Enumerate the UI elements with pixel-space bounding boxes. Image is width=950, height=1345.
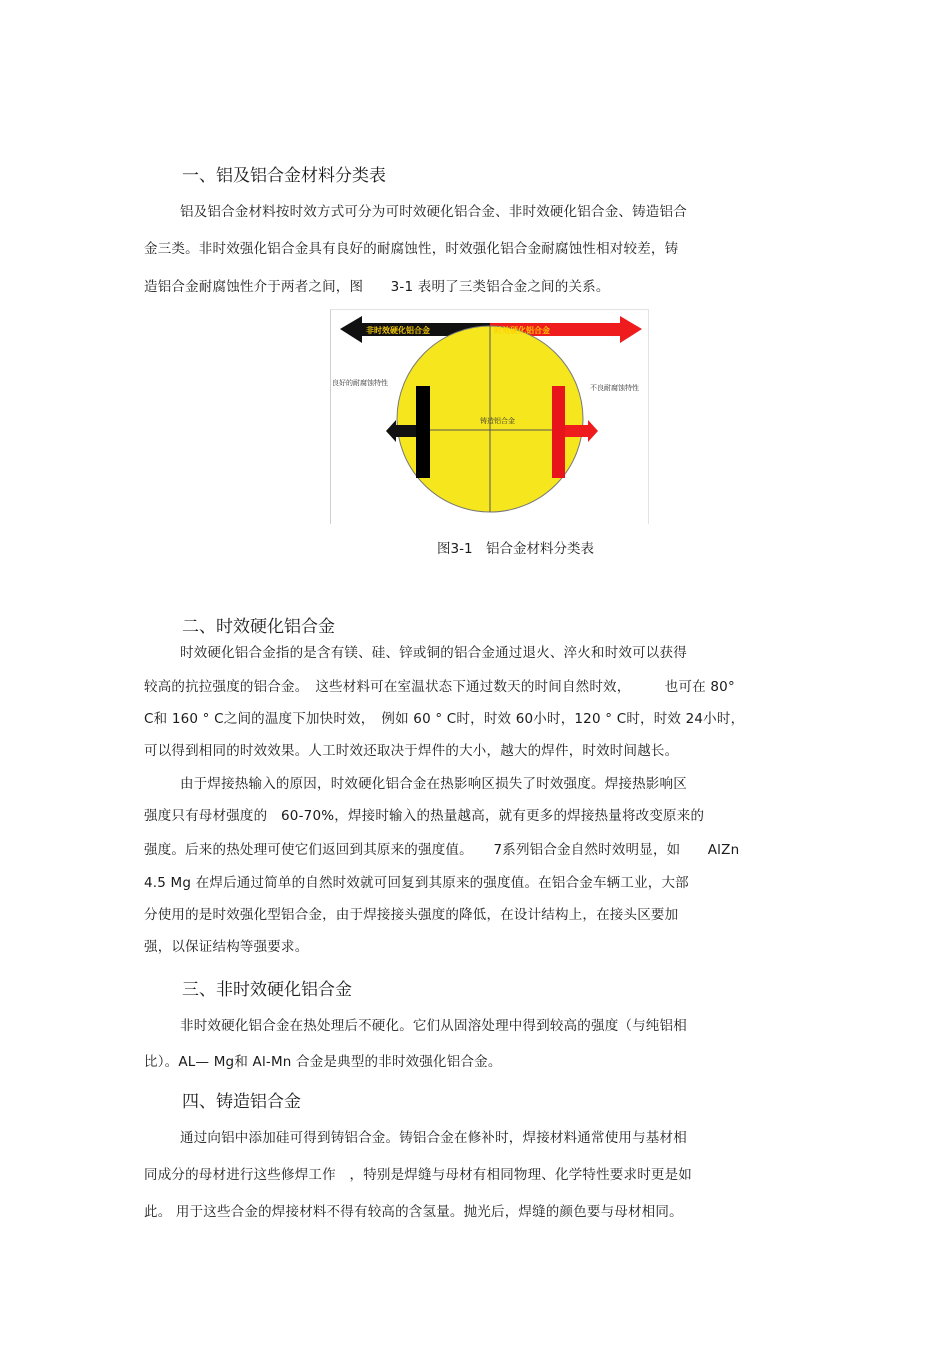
paragraph-line: 强度只有母材强度的 60-70%，焊接时输入的热量越高，就有更多的焊接热量将改变原来的 xyxy=(144,808,705,824)
right-arrow-label: 时效硬化铝合金 xyxy=(494,326,550,335)
paragraph-line: 较高的抗拉强度的铝合金。 这些材料可在室温状态下通过数天的时间自然时效， 也可在 80° xyxy=(144,679,735,695)
paragraph-line: 可以得到相同的时效效果。人工时效还取决于焊件的大小，越大的焊件，时效时间越长。 xyxy=(144,743,679,759)
figure-caption: 图3-1 铝合金材料分类表 xyxy=(437,541,595,557)
left-black-bar xyxy=(416,386,430,478)
left-note: 良好的耐腐蚀特性 xyxy=(332,379,388,387)
paragraph-line: 铝及铝合金材料按时效方式可分为可时效硬化铝合金、非时效硬化铝合金、铸造铝合 xyxy=(180,204,687,220)
center-label: 铸造铝合金 xyxy=(480,417,515,425)
paragraph-line: 4.5 Mg 在焊后通过简单的自然时效就可回复到其原来的强度值。在铝合金车辆工业，大部 xyxy=(144,875,689,891)
section-4-title: 四、铸造铝合金 xyxy=(182,1092,301,1112)
section-2-title: 二、时效硬化铝合金 xyxy=(182,617,335,637)
section-3-title: 三、非时效硬化铝合金 xyxy=(182,980,352,1000)
right-note: 不良耐腐蚀特性 xyxy=(590,384,639,392)
paragraph-line: 比）。AL— Mg和 Al-Mn 合金是典型的非时效强化铝合金。 xyxy=(144,1054,502,1070)
paragraph-line: 强度。后来的热处理可使它们返回到其原来的强度值。 7系列铝合金自然时效明显，如 AlZn xyxy=(144,842,740,858)
paragraph-line: C和 160 ° C之间的温度下加快时效， 例如 60 ° C时，时效 60小时，120 ° C时，时效 24小时， xyxy=(144,711,745,727)
section-1-title: 一、铝及铝合金材料分类表 xyxy=(182,166,386,186)
paragraph-line: 同成分的母材进行这些修焊工作 ，特别是焊缝与母材有相同物理、化学特性要求时更是如 xyxy=(144,1167,692,1183)
paragraph-line: 由于焊接热输入的原因，时效硬化铝合金在热影响区损失了时效强度。焊接热影响区 xyxy=(180,776,687,792)
paragraph-line: 非时效硬化铝合金在热处理后不硬化。它们从固溶处理中得到较高的强度（与纯铝相 xyxy=(180,1018,687,1034)
paragraph-line: 强，以保证结构等强要求。 xyxy=(144,939,309,955)
paragraph-line: 时效硬化铝合金指的是含有镁、硅、锌或铜的铝合金通过退火、淬火和时效可以获得 xyxy=(180,645,687,661)
right-red-bar xyxy=(552,386,565,478)
paragraph-line: 通过向铝中添加硅可得到铸铝合金。铸铝合金在修补时，焊接材料通常使用与基材相 xyxy=(180,1130,687,1146)
paragraph-line: 分使用的是时效强化型铝合金，由于焊接接头强度的降低，在设计结构上，在接头区要加 xyxy=(144,907,679,923)
left-arrow-label: 非时效硬化铝合金 xyxy=(366,326,430,335)
paragraph-line: 造铝合金耐腐蚀性介于两者之间，图 3-1 表明了三类铝合金之间的关系。 xyxy=(144,279,610,295)
paragraph-line: 此。 用于这些合金的焊接材料不得有较高的含氢量。抛光后，焊缝的颜色要与母材相同。 xyxy=(144,1204,683,1220)
alloy-classification-figure xyxy=(330,309,648,524)
paragraph-line: 金三类。非时效强化铝合金具有良好的耐腐蚀性，时效强化铝合金耐腐蚀性相对较差，铸 xyxy=(144,241,679,257)
